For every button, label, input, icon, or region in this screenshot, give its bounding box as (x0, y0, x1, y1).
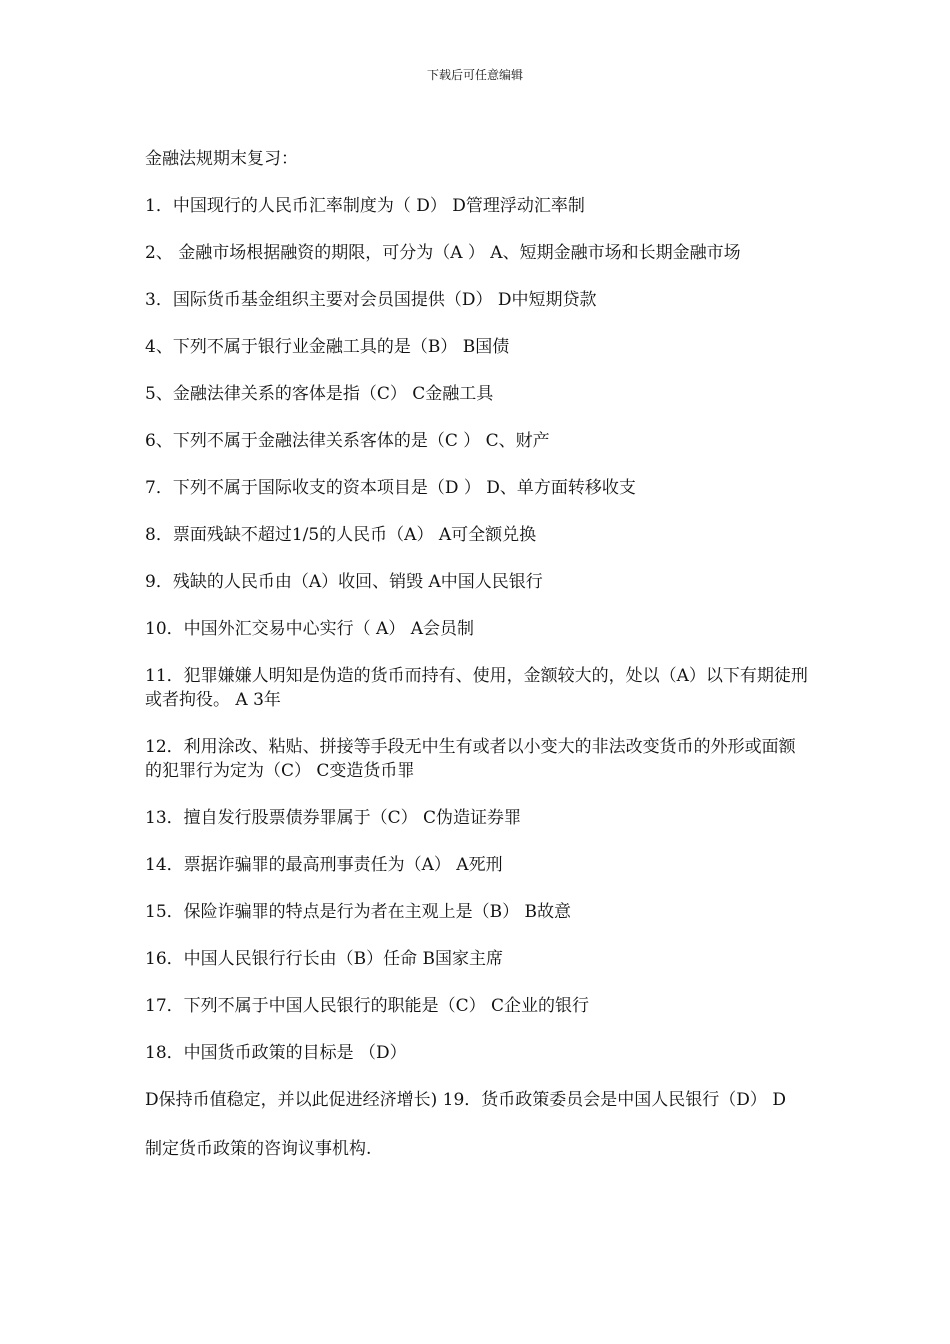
question-16: 16．中国人民银行行长由（B）任命 B国家主席 (145, 949, 504, 969)
question-13: 13．擅自发行股票债券罪属于（C） C伪造证券罪 (145, 808, 522, 828)
question-19: D保持币值稳定，并以此促进经济增长) 19．货币政策委员会是中国人民银行（D） D (145, 1090, 786, 1110)
question-15: 15．保险诈骗罪的特点是行为者在主观上是（B） B故意 (145, 902, 572, 922)
question-10: 10．中国外汇交易中心实行（ A） A会员制 (145, 619, 474, 639)
document-title: 金融法规期末复习： (145, 149, 298, 169)
question-2: 2、 金融市场根据融资的期限，可分为（A ） A、短期金融市场和长期金融市场 (145, 243, 741, 263)
question-17: 17．下列不属于中国人民银行的职能是（C） C企业的银行 (145, 996, 590, 1016)
page-header: 下载后可任意编辑 (426, 68, 523, 82)
question-14: 14．票据诈骗罪的最高刑事责任为（A） A死刑 (145, 855, 503, 875)
question-7: 7．下列不属于国际收支的资本项目是（D ） D、单方面转移收支 (145, 478, 636, 498)
question-18: 18．中国货币政策的目标是 （D） (145, 1043, 407, 1063)
question-12: 12．利用涂改、粘贴、拼接等手段无中生有或者以小变大的非法改变货币的外形或面额的犯罪行为定为（C） C变造货币罪 (145, 737, 796, 781)
question-3: 3．国际货币基金组织主要对会员国提供（D） D中短期贷款 (145, 290, 597, 310)
question-11: 11．犯罪嫌嫌人明知是伪造的货币而持有、使用，金额较大的，处以（A）以下有期徒刑或者拘役。 A 3年 (145, 666, 808, 710)
document-body (145, 147, 810, 1184)
question-9: 9．残缺的人民币由（A）收回、销毁 A中国人民银行 (145, 572, 543, 592)
question-1: 1．中国现行的人民币汇率制度为（ D） D管理浮动汇率制 (145, 196, 585, 216)
question-5: 5、金融法律关系的客体是指（C） C金融工具 (145, 384, 494, 404)
question-6: 6、下列不属于金融法律关系客体的是（C ） C、财产 (145, 431, 550, 451)
question-4: 4、下列不属于银行业金融工具的是（B） B国债 (145, 337, 510, 357)
question-19-continuation: 制定货币政策的咨询议事机构. (145, 1139, 372, 1159)
question-8: 8．票面残缺不超过1/5的人民币（A） A可全额兑换 (145, 525, 537, 545)
